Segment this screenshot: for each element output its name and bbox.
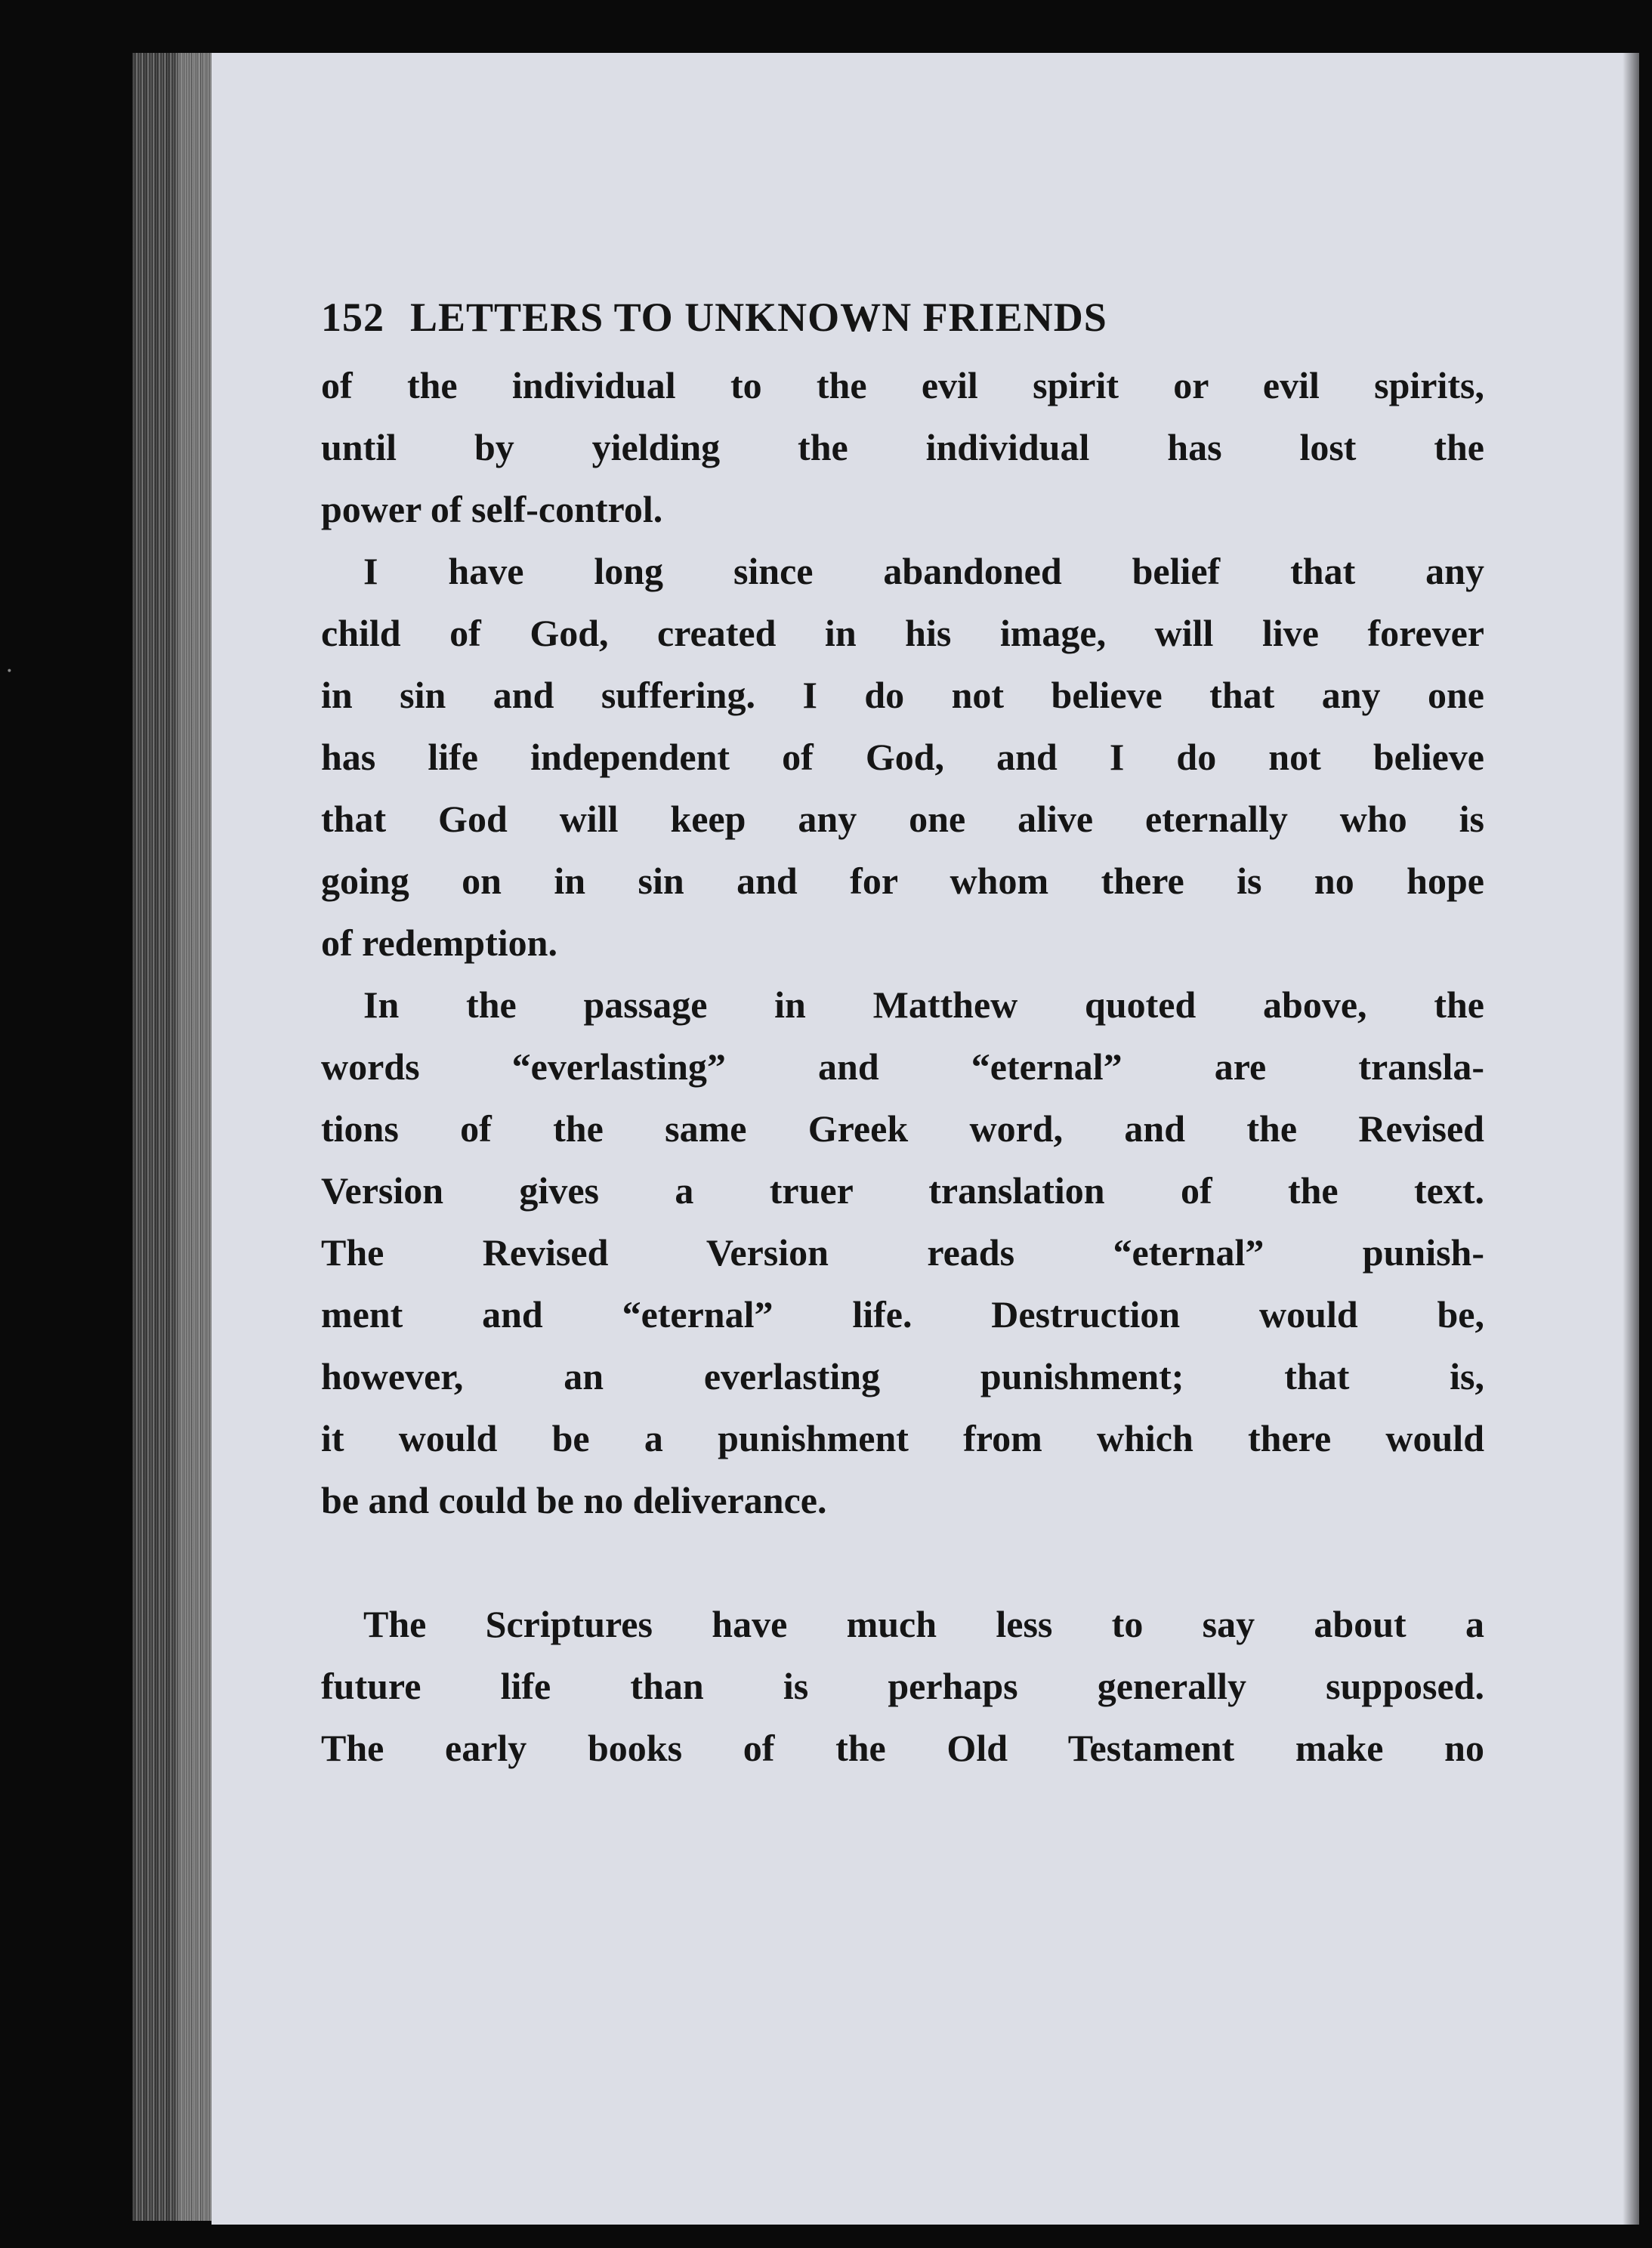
text-line: I have long since abandoned belief that any [363, 550, 1484, 592]
text-line: that God will keep any one alive eternally who is [321, 798, 1484, 840]
text-line: going on in sin and for whom there is no hope [321, 860, 1484, 902]
text-line: child of God, created in his image, will live forever [321, 612, 1484, 654]
running-head [321, 291, 1484, 344]
text-line: words “everlasting” and “eternal” are transla- [321, 1045, 1484, 1088]
text-line: in sin and suffering. I do not believe that any one [321, 674, 1484, 716]
text-line: be and could be no deliverance. [321, 1479, 827, 1521]
page-edge-shadow [1623, 53, 1639, 2225]
text-line: however, an everlasting punishment; that is, [321, 1355, 1484, 1397]
text-line: The early books of the Old Testament make no [321, 1727, 1484, 1769]
text-line: has life independent of God, and I do not believe [321, 736, 1484, 778]
page-number: 152 [321, 295, 384, 340]
text-line: until by yielding the individual has lost the [321, 426, 1484, 468]
text-line: of redemption. [321, 922, 557, 964]
text-line: In the passage in Matthew quoted above, the [363, 984, 1484, 1026]
text-line: tions of the same Greek word, and the Revised [321, 1107, 1484, 1150]
page-text-block [321, 291, 1484, 1779]
scan-artifact-mark: ∙ [6, 665, 13, 677]
running-head-title: LETTERS TO UNKNOWN FRIENDS [410, 295, 1107, 340]
text-line: The Scriptures have much less to say about a [363, 1603, 1484, 1645]
text-line: The Revised Version reads “eternal” punish- [321, 1231, 1484, 1274]
text-line: Version gives a truer translation of the text. [321, 1169, 1484, 1212]
text-line: it would be a punishment from which there would [321, 1417, 1484, 1459]
text-line: future life than is perhaps generally supposed. [321, 1665, 1484, 1707]
book-page-edges-highlight [178, 53, 212, 2221]
section-break [321, 1531, 1484, 1593]
text-line: power of self-control. [321, 488, 663, 530]
text-line: ment and “eternal” life. Destruction would be, [321, 1293, 1484, 1336]
text-line: of the individual to the evil spirit or evil spirits, [321, 364, 1484, 406]
